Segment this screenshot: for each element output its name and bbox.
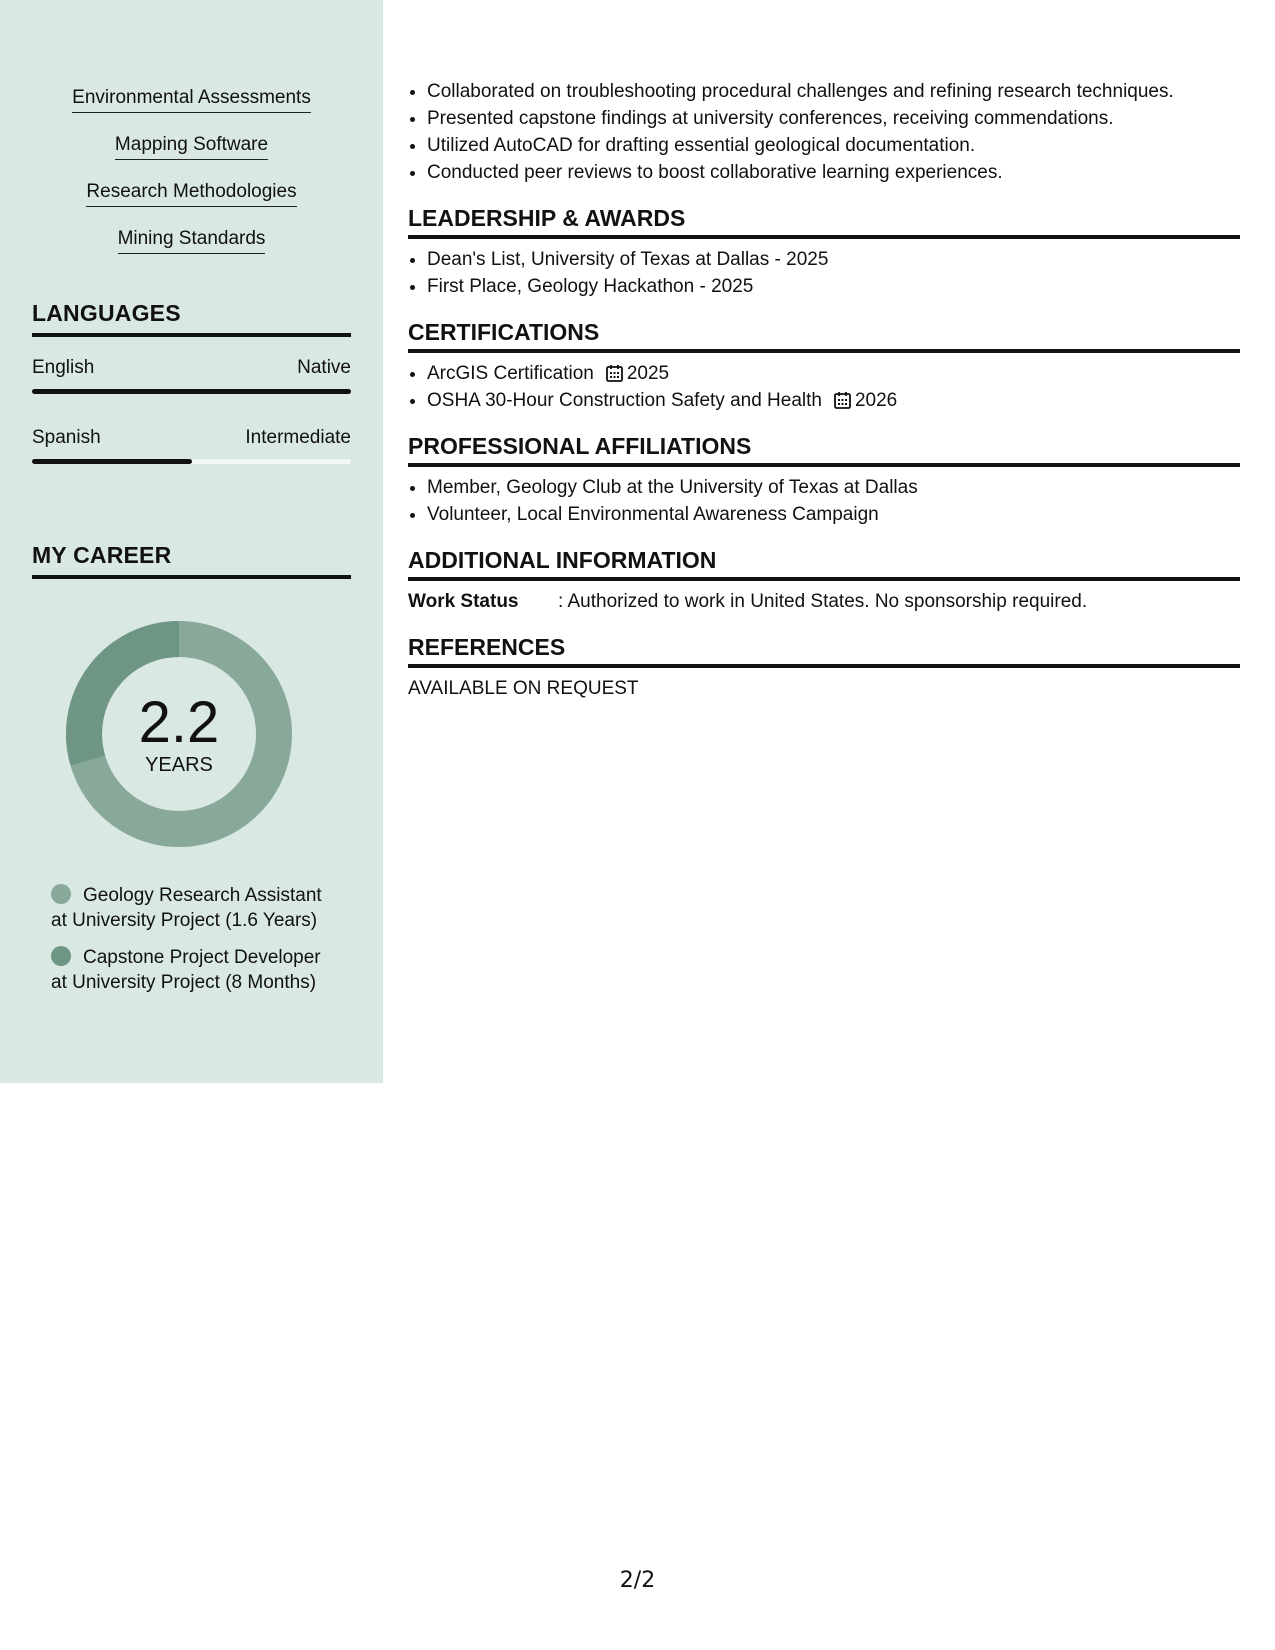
leadership-heading: LEADERSHIP & AWARDS bbox=[408, 204, 1240, 239]
skill-item: Research Methodologies bbox=[0, 178, 383, 207]
certification-name: OSHA 30-Hour Construction Safety and Health bbox=[427, 390, 822, 411]
list-item bbox=[427, 360, 1240, 387]
references-heading: REFERENCES bbox=[408, 633, 1240, 668]
language-name: English bbox=[32, 357, 95, 378]
list-item: • Member, Geology Club at the University of Texas at Dallas bbox=[427, 474, 1240, 501]
career-total-unit: YEARS bbox=[145, 754, 213, 776]
additional-info-heading: ADDITIONAL INFORMATION bbox=[408, 546, 1240, 581]
legend-dot bbox=[51, 946, 71, 966]
language-proficiency-fill bbox=[32, 459, 192, 464]
list-item: • Presented capstone findings at university conferences, receiving commendations. bbox=[427, 105, 1240, 132]
certification-name: ArcGIS Certification bbox=[427, 363, 594, 384]
career-item: Capstone Project Developer at University Project (8 Months) bbox=[51, 947, 321, 993]
calendar-icon bbox=[834, 391, 851, 409]
skill-item: Environmental Assessments bbox=[0, 84, 383, 113]
list-item: • Dean's List, University of Texas at Dallas - 2025 bbox=[427, 246, 1240, 273]
career-total-value: 2.2 bbox=[138, 690, 220, 755]
career-item: Geology Research Assistant at University Project (1.6 Years) bbox=[51, 885, 322, 931]
list-item: • First Place, Geology Hackathon - 2025 bbox=[427, 273, 1240, 300]
language-name: Spanish bbox=[32, 427, 101, 448]
legend-dot bbox=[51, 884, 71, 904]
certification-year: 2025 bbox=[626, 363, 670, 384]
work-status-value: : Authorized to work in United States. No sponsorship required. bbox=[558, 591, 1088, 612]
list-item bbox=[427, 387, 1240, 414]
work-status-label: Work Status bbox=[408, 591, 519, 612]
career-heading: MY CAREER bbox=[32, 541, 351, 579]
main-content bbox=[408, 78, 1240, 702]
language-proficiency-fill bbox=[32, 389, 351, 394]
list-item: • Collaborated on troubleshooting procedural challenges and refining research techniques. bbox=[427, 78, 1240, 105]
work-status-row bbox=[408, 588, 1240, 615]
skills-list bbox=[0, 84, 383, 272]
certifications-heading: CERTIFICATIONS bbox=[408, 318, 1240, 353]
affiliations-list bbox=[408, 474, 1240, 528]
calendar-icon bbox=[606, 364, 623, 382]
page-number: 2/2 bbox=[619, 1568, 656, 1593]
certifications-list bbox=[408, 360, 1240, 414]
language-proficiency-bar bbox=[32, 389, 351, 394]
language-proficiency-bar bbox=[32, 459, 351, 464]
certification-year: 2026 bbox=[854, 390, 898, 411]
skill-item: Mapping Software bbox=[0, 131, 383, 160]
affiliations-heading: PROFESSIONAL AFFILIATIONS bbox=[408, 432, 1240, 467]
languages-heading: LANGUAGES bbox=[32, 299, 351, 337]
experience-bullets bbox=[408, 78, 1240, 186]
list-item: • Volunteer, Local Environmental Awareness Campaign bbox=[427, 501, 1240, 528]
leadership-list bbox=[408, 246, 1240, 300]
career-total bbox=[66, 621, 292, 847]
references-text: AVAILABLE ON REQUEST bbox=[408, 678, 639, 699]
list-item: • Conducted peer reviews to boost collaborative learning experiences. bbox=[427, 159, 1240, 186]
sidebar bbox=[0, 0, 383, 1083]
language-spanish bbox=[32, 426, 351, 464]
language-level: Intermediate bbox=[245, 427, 351, 448]
language-english bbox=[32, 356, 351, 394]
language-level: Native bbox=[297, 357, 351, 378]
skill-item: Mining Standards bbox=[0, 225, 383, 254]
list-item: • Utilized AutoCAD for drafting essential geological documentation. bbox=[427, 132, 1240, 159]
